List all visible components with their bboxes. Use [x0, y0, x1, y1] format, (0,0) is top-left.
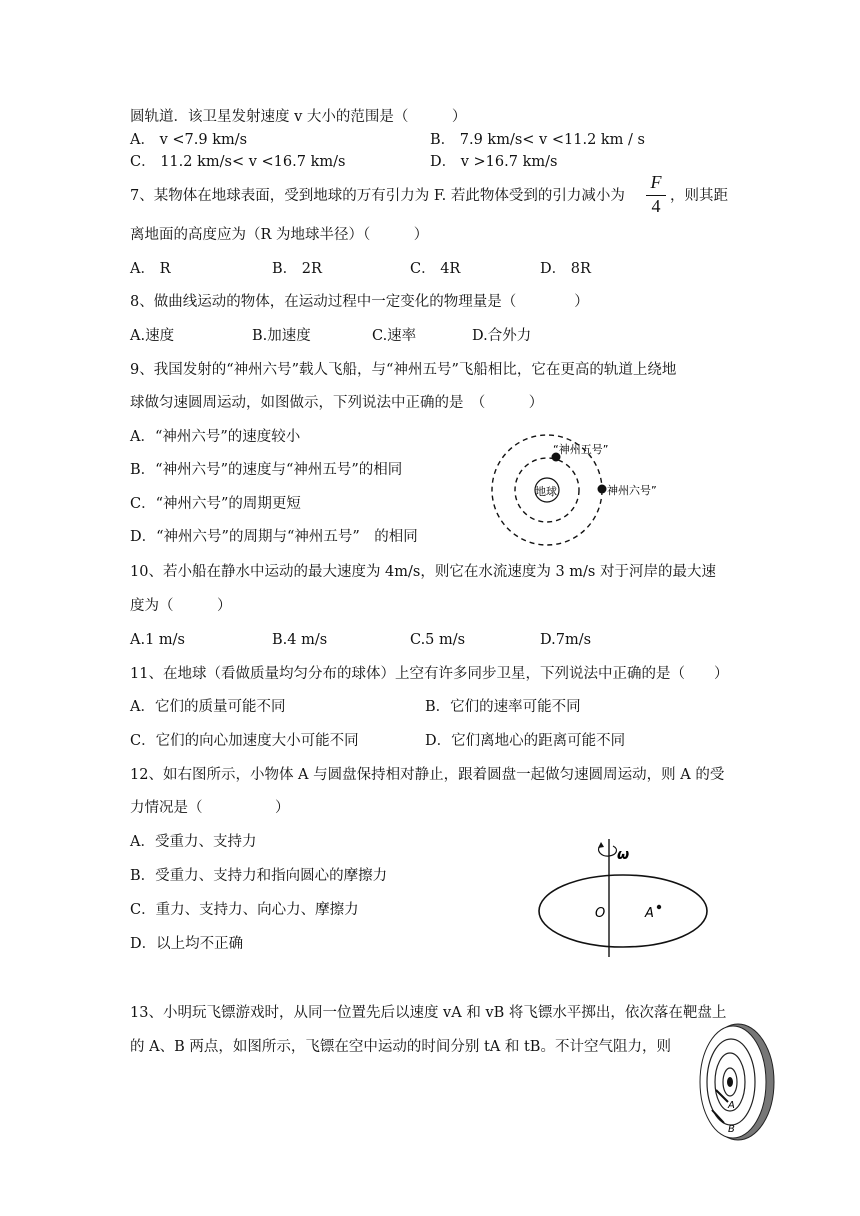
q13-stem-line1: 13、小明玩飞镖游戏时，从同一位置先后以速度 vA 和 vB 将飞镖水平掷出，依次落在靶盘上	[130, 1005, 727, 1021]
q13-stem-line2: 的 A、B 两点，如图所示，飞镖在空中运动的时间分别 tA 和 tB。不计空气阻力，则	[130, 1039, 671, 1055]
q7-stem-part1: 7、某物体在地球表面，受到地球的万有引力为 F. 若此物体受到的引力减小为	[130, 188, 625, 204]
q7-option-d: D． 8R	[540, 261, 591, 277]
q7-stem-part2: ，则其距	[670, 188, 728, 204]
q8-option-d: D.合外力	[472, 328, 532, 344]
shenzhou6-dot	[598, 485, 607, 494]
q7-option-a: A． R	[130, 261, 171, 277]
rotating-disk-diagram	[535, 835, 715, 959]
q9-stem-line1: 9、我国发射的“神州六号”载人飞船，与“神州五号”飞船相比，它在更高的轨道上绕地	[130, 362, 677, 378]
q8-option-a: A.速度	[130, 328, 175, 344]
q11-option-c: C．它们的向心加速度大小可能不同	[130, 733, 359, 749]
q10-option-d: D.7m/s	[540, 632, 592, 648]
q6-option-b: B． 7.9 km/s< v <11.2 km / s	[430, 132, 645, 148]
q11-option-a: A．它们的质量可能不同	[130, 699, 286, 715]
orbit-diagram	[485, 428, 657, 552]
point-b-label: B	[728, 1124, 735, 1135]
q8-option-b: B.加速度	[252, 328, 311, 344]
q10-stem-line2: 度为（ ）	[130, 598, 232, 614]
q11-option-b: B．它们的速率可能不同	[425, 699, 581, 715]
earth-label: 地球	[535, 485, 557, 498]
q9-option-a: A．“神州六号”的速度较小	[130, 429, 301, 445]
object-a-dot	[657, 905, 661, 909]
q11-option-d: D．它们离地心的距离可能不同	[425, 733, 626, 749]
q7-fraction-numerator: F	[650, 172, 662, 192]
q6-option-c: C． 11.2 km/s< v <16.7 km/s	[130, 154, 346, 170]
q12-option-b: B．受重力、支持力和指向圆心的摩擦力	[130, 868, 388, 884]
shenzhou6-label: 神州六号”	[607, 484, 657, 497]
q6-option-a: A． v <7.9 km/s	[130, 132, 248, 148]
q10-option-b: B.4 m/s	[272, 632, 328, 648]
q12-stem-line2: 力情况是（ ）	[130, 800, 290, 816]
rotation-arrowhead-icon	[598, 842, 604, 848]
omega-label: ω	[617, 847, 630, 863]
q7-fraction-denominator: 4	[651, 196, 661, 216]
q11-stem: 11、在地球（看做质量均匀分布的球体）上空有许多同步卫星，下列说法中正确的是（ ）	[130, 666, 729, 682]
q12-option-a: A．受重力、支持力	[130, 834, 257, 850]
q9-option-b: B．“神州六号”的速度与“神州五号”的相同	[130, 462, 403, 478]
q10-stem-line1: 10、若小船在静水中运动的最大速度为 4m/s，则它在水流速度为 3 m/s 对于河岸的最大速	[130, 564, 716, 580]
shenzhou5-label: “神州五号”	[553, 443, 609, 456]
q12-option-d: D．以上均不正确	[130, 936, 244, 952]
q10-option-a: A.1 m/s	[130, 632, 185, 648]
bullseye	[727, 1077, 733, 1087]
q7-option-c: C． 4R	[410, 261, 461, 277]
q6-stem: 圆轨道．该卫星发射速度 v 大小的范围是（ ）	[130, 109, 467, 125]
q9-option-c: C．“神州六号”的周期更短	[130, 496, 301, 512]
q12-stem-line1: 12、如右图所示，小物体 A 与圆盘保持相对静止，跟着圆盘一起做匀速圆周运动，则 A 的受	[130, 767, 725, 783]
q7-option-b: B． 2R	[272, 261, 322, 277]
q8-option-c: C.速率	[372, 328, 417, 344]
q7-stem-line2: 离地面的高度应为（R 为地球半径）（ ）	[130, 227, 429, 243]
q9-option-d: D．“神州六号”的周期与“神州五号” 的相同	[130, 529, 418, 545]
q6-option-d: D． v >16.7 km/s	[430, 154, 558, 170]
center-o-label: O	[595, 906, 606, 921]
q10-option-c: C.5 m/s	[410, 632, 466, 648]
q12-option-c: C．重力、支持力、向心力、摩擦力	[130, 902, 359, 918]
dartboard-diagram	[690, 1020, 780, 1142]
object-a-label: A	[645, 906, 654, 921]
q8-stem: 8、做曲线运动的物体，在运动过程中一定变化的物理量是（ ）	[130, 294, 589, 310]
q9-stem-line2: 球做匀速圆周运动，如图做示，下列说法中正确的是 （ ）	[130, 395, 544, 411]
point-a-label: A	[728, 1100, 735, 1111]
disk-ellipse	[539, 875, 707, 947]
